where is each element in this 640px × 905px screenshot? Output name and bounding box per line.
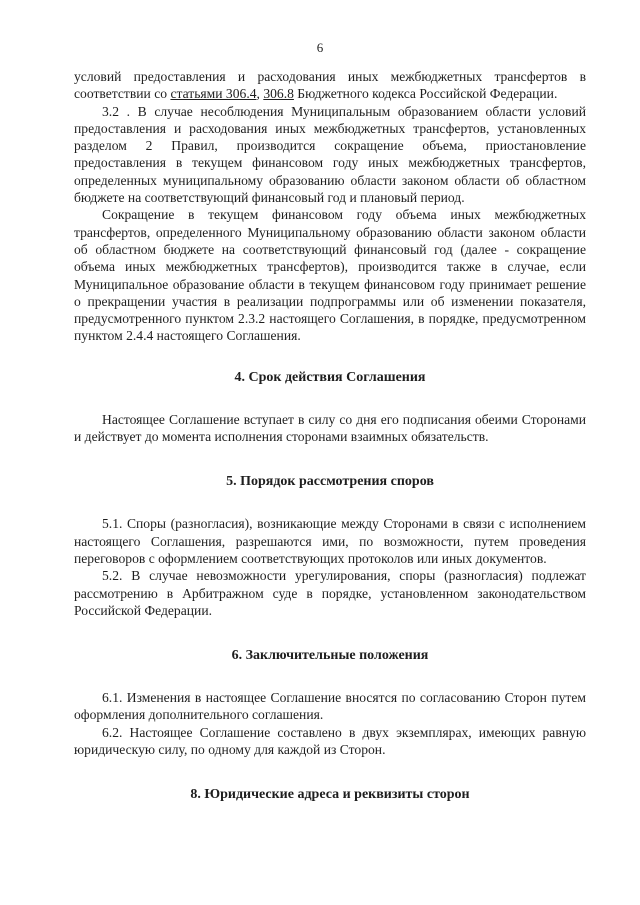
budget-code-link-306-4[interactable]: статьями 306.4 (170, 86, 257, 102)
budget-code-link-306-8[interactable]: 306.8 (263, 86, 294, 102)
paragraph-continuation (74, 68, 586, 103)
paragraph-term: Настоящее Соглашение вступает в силу со дня его подписания обеими Сторонами и действует до момента исполнения сторонами взаимных обязательств. (74, 411, 586, 445)
paragraph-5-1: 5.1. Споры (разногласия), возникающие между Сторонами в связи с исполнением настоящего Соглашения, разрешаются ими, по возможности, путем проведения переговоров с оформлением соответствующих протоколов или иных документов. (74, 516, 586, 566)
paragraph-text: условий предоставления и расходования иных межбюджетных трансфертов в соответствии со (74, 69, 586, 102)
paragraph-3-2: 3.2 . В случае несоблюдения Муниципальным образованием области условий предоставления и расходования иных межбюджетных трансфертов, установленных разделом 2 Правил, производится сокращение объема, приостановление предоставления в текущем финансовом году иных межбюджетных трансфертов, определенных муниципальному образованию области законом области об областном бюджете на соответствующий финансовый год и плановый период. (74, 103, 586, 206)
section-heading-addresses: 8. Юридические адреса и реквизиты сторон (190, 787, 470, 803)
section-heading-final: 6. Заключительные положения (231, 648, 429, 664)
section-heading-term: 4. Срок действия Соглашения (234, 369, 426, 385)
paragraph-6-2: 6.2. Настоящее Соглашение составлено в двух экземплярах, имеющих равную юридическую силу, по одному для каждой из Сторон. (74, 724, 586, 758)
paragraph-5-2: 5.2. В случае невозможности урегулирования, споры (разногласия) подлежат рассмотрению в Арбитражном суде в порядке, установленном законодательством Российской Федерации. (74, 568, 586, 618)
paragraph-reduction: Сокращение в текущем финансовом году объема иных межбюджетных трансфертов, определенного Муниципальному образованию области законом области об областном бюджете на соответствующий финансовый год (далее - сокращение объема иных межбюджетных трансфертов), производится также в случае, если Муниципальное образование области в текущем финансовом году принимает решение о прекращении участия в реализации подпрограммы или об изменении показателя, предусмотренного пунктом 2.3.2 настоящего Соглашения, в порядке, предусмотренном пунктом 2.4.4 настоящего Соглашения. (74, 207, 586, 344)
page-number: 6 (316, 40, 324, 55)
document-body (74, 68, 586, 804)
link-separator: , (256, 86, 264, 102)
paragraph-6-1: 6.1. Изменения в настоящее Соглашение вносятся по согласованию Сторон путем оформления дополнительного соглашения. (74, 690, 586, 723)
paragraph-text-end: Бюджетного кодекса Российской Федерации. (293, 86, 558, 102)
section-heading-disputes: 5. Порядок рассмотрения споров (226, 474, 434, 490)
